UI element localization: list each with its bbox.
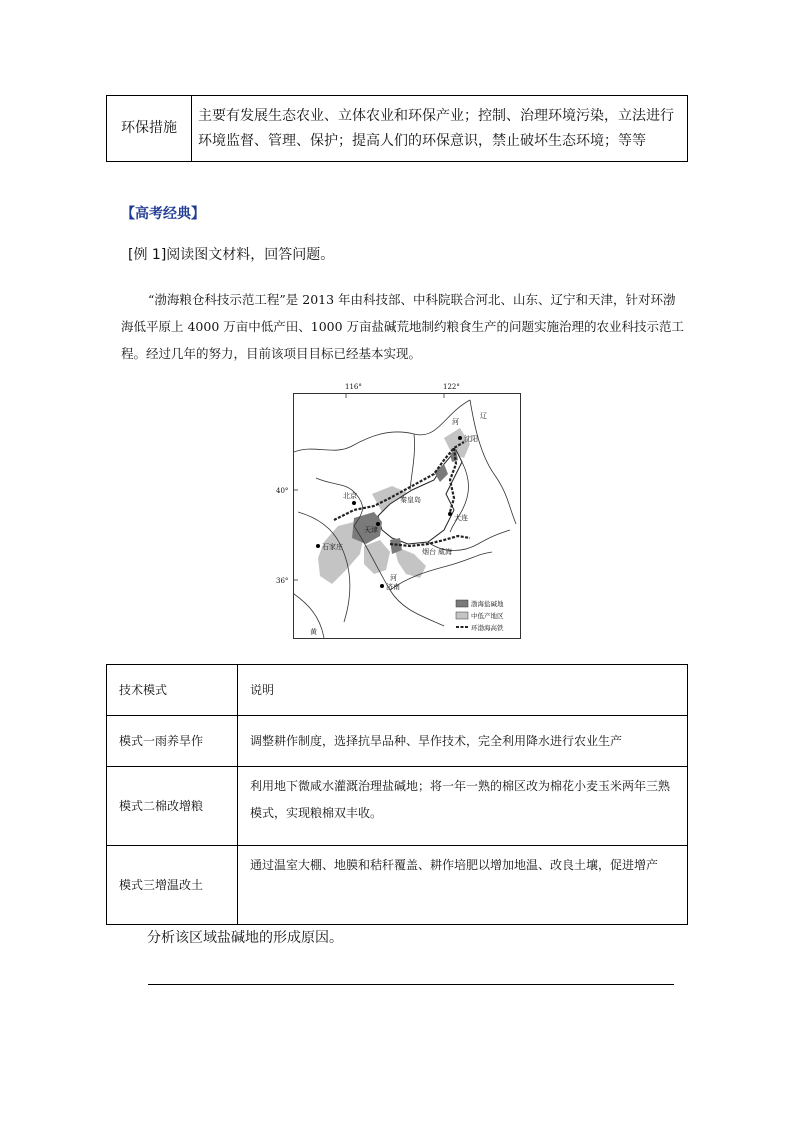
table-row [107, 716, 688, 767]
bohai-map [293, 393, 521, 639]
map-legend [456, 599, 504, 632]
legend-lowyield: 中低产地区 [471, 612, 504, 620]
table-row [107, 767, 688, 846]
label-he: 河 [390, 574, 397, 582]
row-desc: 利用地下微咸水灌溉治理盐碱地；将一年一熟的棉区改为棉花小麦玉米两年三熟模式，实现粮棉双丰收。 [238, 767, 688, 846]
legend-railway: 环渤海高铁 [471, 624, 504, 632]
header-desc: 说明 [238, 665, 688, 716]
label-yantai: 烟台 [422, 548, 436, 556]
row-mode: 模式三增温改土 [107, 846, 238, 925]
label-qinhuangdao: 秦皇岛 [400, 496, 421, 504]
label-beijing: 北京 [343, 492, 357, 500]
map-svg [294, 394, 520, 638]
row-desc: 调整耕作制度，选择抗旱品种、旱作技术，完全利用降水进行农业生产 [238, 716, 688, 767]
answer-line[interactable] [148, 984, 674, 985]
row-mode: 模式一雨养旱作 [107, 716, 238, 767]
label-weihai: 威海 [438, 548, 452, 556]
table-row [107, 846, 688, 925]
lat-label-36: 36° [276, 577, 289, 585]
legend-saline: 渤海盐碱地 [471, 600, 504, 608]
question-prompt: 分析该区域盐碱地的形成原因。 [147, 930, 343, 946]
header-mode: 技术模式 [107, 665, 238, 716]
label-liao: 辽 [480, 412, 487, 420]
lon-label-122: 122° [443, 383, 460, 391]
row-desc: 通过温室大棚、地膜和秸秆覆盖、耕作培肥以增加地温、改良土壤，促进增产 [238, 846, 688, 925]
label-tianjin: 天津 [364, 526, 378, 534]
lat-label-40: 40° [276, 487, 289, 495]
label-shenyang: 沈阳 [464, 435, 478, 443]
table-row [107, 665, 688, 716]
label-he2: 河 [452, 418, 459, 426]
label-dalian: 大连 [454, 514, 468, 522]
label-shijiazhuang: 石家庄 [322, 543, 343, 551]
measures-content: 主要有发展生态农业、立体农业和环保产业；控制、治理环境污染，立法进行环境监督、管理、保护；提高人们的环保意识，禁止破坏生态环境；等等 [192, 96, 688, 162]
mode-table [106, 664, 688, 925]
label-huang: 黄 [310, 628, 317, 636]
section-header: 【高考经典】 [121, 206, 205, 222]
row-mode: 模式二棉改增粮 [107, 767, 238, 846]
lon-label-116: 116° [345, 383, 362, 391]
measures-label: 环保措施 [107, 96, 192, 162]
intro-paragraph: “渤海粮仓科技示范工程”是 2013 年由科技部、中科院联合河北、山东、辽宁和天津，针对环渤海低平原上 4000 万亩中低产田、1000 万亩盐碱荒地制约粮食生产的问题实施治理的农业科技示范工程。经过几年的努力，目前该项目目标已经基本实现。 [121, 292, 685, 361]
example-question: [例 1]阅读图文材料，回答问题。 [128, 247, 335, 263]
label-jinan: 济南 [386, 583, 400, 591]
measures-table [106, 95, 688, 162]
